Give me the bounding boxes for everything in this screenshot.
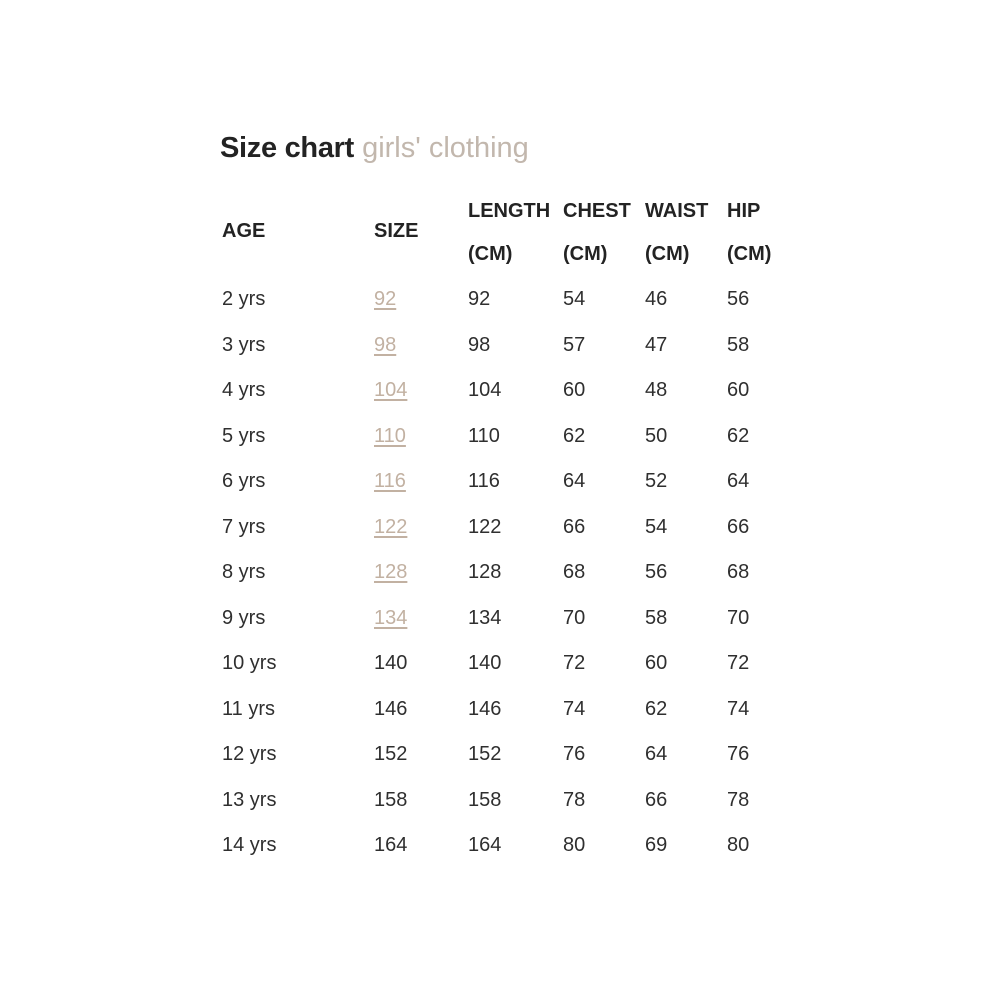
table-row (222, 743, 802, 773)
table-row (222, 789, 802, 819)
size-link[interactable]: 116 (374, 470, 406, 492)
cell-chest: 68 (563, 561, 586, 583)
cell-chest: 76 (563, 743, 586, 765)
size-link[interactable]: 110 (374, 424, 406, 447)
cell-hip: 76 (727, 743, 750, 765)
size-link[interactable]: 98 (374, 333, 397, 356)
cell-waist: 58 (645, 606, 668, 629)
cell-age: 7 yrs (222, 515, 266, 538)
cell-waist: 47 (645, 333, 668, 356)
cell-hip: 80 (727, 834, 750, 856)
table-row (222, 425, 802, 455)
header-length-unit: (CM) (468, 243, 513, 265)
cell-chest: 80 (563, 834, 586, 856)
cell-length: 140 (468, 652, 502, 674)
size-link[interactable]: 122 (374, 515, 408, 538)
header-size (374, 220, 418, 243)
cell-length: 146 (468, 697, 502, 720)
table-row (222, 334, 802, 364)
cell-hip: 78 (727, 788, 750, 811)
header-chest (563, 200, 631, 266)
cell-hip: 56 (727, 288, 750, 310)
cell-age: 10 yrs (222, 652, 277, 674)
cell-length: 134 (468, 606, 502, 629)
header-waist (645, 200, 708, 266)
cell-hip: 64 (727, 470, 750, 492)
header-chest-unit: (CM) (563, 243, 608, 265)
cell-waist: 66 (645, 788, 668, 811)
cell-waist: 46 (645, 288, 668, 310)
cell-age: 3 yrs (222, 333, 266, 356)
cell-chest: 57 (563, 333, 586, 356)
cell-hip: 68 (727, 561, 750, 583)
table-row (222, 607, 802, 637)
header-length-label: LENGTH (468, 200, 551, 222)
cell-length: 110 (468, 424, 500, 447)
cell-hip: 62 (727, 424, 750, 447)
table-row (222, 698, 802, 728)
cell-waist: 52 (645, 470, 668, 492)
size-link[interactable]: 92 (374, 288, 397, 310)
cell-size: 164 (374, 834, 408, 856)
cell-length: 128 (468, 561, 502, 583)
header-size-label: SIZE (374, 220, 419, 242)
cell-hip: 70 (727, 606, 750, 629)
cell-length: 92 (468, 288, 491, 310)
cell-size: 146 (374, 697, 408, 720)
cell-age: 14 yrs (222, 834, 277, 856)
header-age (222, 220, 265, 243)
page-title (220, 130, 529, 166)
cell-length: 164 (468, 834, 502, 856)
cell-chest: 74 (563, 697, 586, 720)
title-main: Size chart (220, 132, 354, 164)
header-waist-label: WAIST (645, 200, 709, 222)
cell-waist: 62 (645, 697, 668, 720)
cell-hip: 72 (727, 652, 750, 674)
cell-waist: 50 (645, 424, 668, 447)
header-hip-unit: (CM) (727, 243, 772, 265)
header-age-label: AGE (222, 220, 266, 242)
cell-length: 98 (468, 333, 491, 356)
title-subtitle: girls' clothing (362, 132, 529, 164)
cell-hip: 74 (727, 697, 750, 720)
header-length (468, 200, 550, 266)
header-waist-unit: (CM) (645, 243, 690, 265)
cell-chest: 66 (563, 515, 586, 538)
cell-waist: 64 (645, 743, 668, 765)
cell-size: 158 (374, 788, 408, 811)
cell-age: 6 yrs (222, 470, 266, 492)
cell-waist: 54 (645, 515, 668, 538)
cell-chest: 64 (563, 470, 586, 492)
cell-age: 11 yrs (222, 697, 275, 720)
cell-age: 9 yrs (222, 606, 266, 629)
cell-length: 104 (468, 379, 502, 401)
table-row (222, 561, 802, 591)
cell-age: 12 yrs (222, 743, 277, 765)
cell-age: 5 yrs (222, 424, 266, 447)
table-row (222, 379, 802, 409)
cell-size: 152 (374, 743, 408, 765)
header-chest-label: CHEST (563, 200, 631, 222)
cell-waist: 56 (645, 561, 668, 583)
cell-hip: 58 (727, 333, 750, 356)
cell-size: 140 (374, 652, 408, 674)
table-row (222, 834, 802, 864)
cell-length: 158 (468, 788, 502, 811)
header-hip (727, 200, 771, 266)
cell-age: 8 yrs (222, 561, 266, 583)
cell-chest: 70 (563, 606, 586, 629)
cell-waist: 69 (645, 834, 668, 856)
cell-age: 4 yrs (222, 379, 266, 401)
size-link[interactable]: 104 (374, 379, 408, 401)
cell-hip: 66 (727, 515, 750, 538)
size-link[interactable]: 134 (374, 606, 408, 629)
cell-age: 2 yrs (222, 288, 266, 310)
cell-chest: 72 (563, 652, 586, 674)
cell-waist: 48 (645, 379, 668, 401)
table-row (222, 288, 802, 318)
cell-chest: 60 (563, 379, 586, 401)
cell-length: 152 (468, 743, 502, 765)
header-hip-label: HIP (727, 200, 761, 222)
cell-chest: 78 (563, 788, 586, 811)
size-link[interactable]: 128 (374, 561, 408, 583)
table-row (222, 652, 802, 682)
cell-chest: 62 (563, 424, 586, 447)
table-row (222, 516, 802, 546)
cell-length: 116 (468, 470, 500, 492)
cell-length: 122 (468, 515, 502, 538)
cell-chest: 54 (563, 288, 586, 310)
cell-age: 13 yrs (222, 788, 277, 811)
cell-hip: 60 (727, 379, 750, 401)
table-row (222, 470, 802, 500)
cell-waist: 60 (645, 652, 668, 674)
